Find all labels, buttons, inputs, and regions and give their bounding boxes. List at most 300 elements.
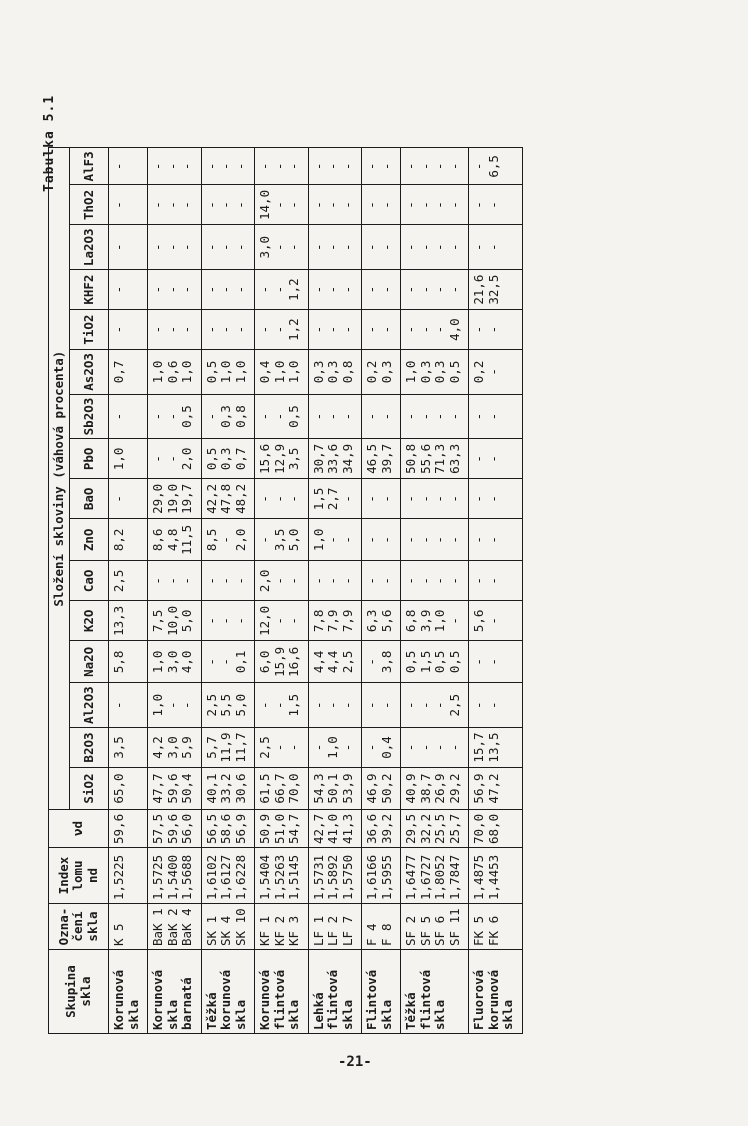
- oxide-value: [255, 394, 309, 439]
- page-number: -21-: [338, 1054, 372, 1070]
- cell-line: -: [232, 162, 248, 171]
- cell-line: SF 2: [403, 915, 418, 946]
- cell-line: -: [164, 455, 180, 463]
- cell-line: 3,9: [417, 609, 433, 633]
- cell-line: -: [403, 243, 418, 252]
- cell-line: 11,9: [218, 732, 233, 763]
- cell-line: 50,8: [403, 443, 418, 474]
- cell-line: -: [179, 243, 194, 252]
- cell-line: -: [218, 201, 233, 209]
- cell-line: 59,6: [164, 813, 180, 844]
- cell-line: 32,2: [417, 813, 433, 844]
- cell-line: 47,8: [218, 483, 233, 514]
- group-header: [49, 950, 109, 1034]
- cell-line: KF 2: [271, 915, 287, 946]
- cell-line: -: [203, 243, 219, 252]
- cell-line: -: [111, 325, 126, 334]
- cell-line: -: [310, 243, 326, 252]
- cell-line: 1,5725: [150, 854, 165, 900]
- cell-line: Flintová: [364, 969, 379, 1030]
- cell-line: -: [179, 577, 194, 585]
- oxide-header: ZnO: [70, 519, 109, 561]
- oxide-value: [201, 310, 255, 350]
- cell-line: 3,5: [286, 447, 301, 471]
- cell-line: -: [150, 243, 165, 252]
- cell-line: -: [150, 455, 165, 463]
- cell-line: -: [218, 285, 233, 294]
- cell-line: -: [164, 162, 180, 171]
- abbe-number: [308, 810, 362, 848]
- cell-line: -: [446, 412, 462, 421]
- cell-line: 3,5: [271, 528, 287, 552]
- cell-line: -: [111, 243, 126, 252]
- oxide-value: [401, 728, 469, 768]
- cell-line: Těžká: [203, 992, 219, 1030]
- cell-line: -: [271, 495, 287, 503]
- cell-line: -: [310, 201, 326, 209]
- oxide-value: [469, 601, 523, 641]
- cell-line: 1,6127: [218, 854, 233, 900]
- cell-line: flintová: [325, 969, 340, 1030]
- cell-line: 65,0: [111, 773, 126, 804]
- oxide-value: [469, 561, 523, 601]
- cell-line: -: [218, 617, 233, 625]
- cell-line: 48,2: [232, 483, 248, 514]
- cell-line: 2,0: [257, 569, 272, 593]
- oxide-value: [109, 519, 148, 561]
- cell-line: 1,5688: [179, 854, 194, 900]
- oxide-value: [362, 270, 401, 310]
- cell-line: 1,6102: [203, 854, 219, 900]
- cell-line: -: [432, 577, 447, 585]
- group-name: [148, 950, 202, 1034]
- oxide-header: Na2O: [70, 641, 109, 683]
- cell-line: 41,0: [325, 813, 340, 844]
- cell-line: -: [432, 536, 447, 544]
- oxide-header: KHF2: [70, 270, 109, 310]
- cell-line: -: [378, 243, 394, 252]
- group-name: [469, 950, 523, 1034]
- cell-line: 6,0: [257, 650, 272, 674]
- oxide-value: [201, 683, 255, 728]
- cell-line: -: [339, 536, 355, 544]
- oxide-value: [401, 148, 469, 185]
- cell-line: 12,0: [257, 605, 272, 636]
- cell-line: -: [471, 412, 486, 421]
- cell-line: 0,7: [111, 360, 126, 384]
- cell-line: -: [257, 162, 272, 171]
- cell-line: -: [150, 285, 165, 294]
- oxide-header: PbO: [70, 439, 109, 479]
- cell-line: -: [150, 412, 165, 421]
- cell-line: 6,8: [403, 609, 418, 633]
- cell-line: -: [364, 701, 379, 709]
- oxide-value: [148, 728, 202, 768]
- oxide-value: [401, 683, 469, 728]
- oxide-value: [362, 148, 401, 185]
- oxide-header: CaO: [70, 561, 109, 601]
- abbe-number: [148, 810, 202, 848]
- cell-line: -: [218, 325, 233, 334]
- cell-line: 0,7: [232, 447, 248, 471]
- cell-line: 2,5: [339, 650, 355, 674]
- cell-line: -: [257, 495, 272, 503]
- oxide-value: [109, 641, 148, 683]
- cell-line: -: [310, 412, 326, 421]
- cell-line: -: [286, 743, 301, 752]
- cell-line: 1,0: [325, 736, 340, 759]
- header-line: Skupina: [63, 965, 78, 1018]
- cell-line: 1,5400: [164, 854, 180, 900]
- cell-line: 71,3: [432, 443, 447, 474]
- oxide-value: [148, 225, 202, 270]
- oxide-value: [201, 148, 255, 185]
- cell-line: -: [111, 162, 126, 171]
- cell-line: 1,5: [417, 650, 433, 674]
- oxide-value: [469, 310, 523, 350]
- cell-line: -: [257, 325, 272, 334]
- oxide-value: [401, 519, 469, 561]
- oxide-value: [362, 768, 401, 810]
- cell-line: 63,3: [446, 443, 462, 474]
- cell-line: 1,6727: [417, 854, 433, 900]
- oxide-value: [255, 641, 309, 683]
- table-row: [255, 148, 309, 1034]
- cell-line: 57,5: [150, 813, 165, 844]
- cell-line: -: [271, 243, 287, 252]
- cell-line: -: [203, 162, 219, 171]
- cell-line: -: [417, 201, 433, 209]
- cell-line: 12,9: [271, 443, 287, 474]
- cell-line: -: [485, 455, 501, 463]
- table-row: [109, 148, 148, 1034]
- cell-line: 0,5: [446, 650, 462, 674]
- cell-line: -: [378, 201, 394, 209]
- cell-line: -: [286, 577, 301, 585]
- cell-line: 1,0: [218, 360, 233, 384]
- cell-line: 0,3: [310, 360, 326, 384]
- cell-line: -: [432, 701, 447, 709]
- oxide-value: [201, 270, 255, 310]
- cell-line: -: [364, 201, 379, 209]
- cell-line: -: [339, 577, 355, 585]
- header-line: lomu: [70, 860, 86, 891]
- oxide-value: [362, 479, 401, 519]
- cell-line: 19,7: [179, 483, 194, 514]
- cell-line: Fluorová: [471, 969, 486, 1030]
- cell-line: 1,5731: [310, 854, 326, 900]
- cell-line: -: [364, 325, 379, 334]
- cell-line: -: [179, 325, 194, 334]
- oxide-value: [148, 641, 202, 683]
- cell-line: 1,0: [286, 360, 301, 384]
- cell-line: barnatá: [179, 977, 194, 1030]
- cell-line: 0,4: [257, 360, 272, 384]
- cell-line: 6,3: [364, 609, 379, 633]
- cell-line: -: [232, 285, 248, 294]
- cell-line: 38,7: [417, 773, 433, 804]
- cell-line: 68,0: [485, 813, 501, 844]
- oxide-value: [148, 683, 202, 728]
- cell-line: 26,9: [432, 773, 447, 804]
- cell-line: 11,7: [232, 732, 248, 763]
- cell-line: -: [310, 701, 326, 709]
- oxide-value: [469, 683, 523, 728]
- cell-line: 8,5: [203, 528, 219, 552]
- cell-line: 53,9: [339, 773, 355, 804]
- cell-line: -: [203, 577, 219, 585]
- cell-line: 4,0: [179, 650, 194, 674]
- oxide-value: [401, 561, 469, 601]
- cell-line: flintová: [271, 969, 287, 1030]
- cell-line: -: [364, 412, 379, 421]
- oxide-header: Sb2O3: [70, 394, 109, 439]
- cell-line: -: [364, 495, 379, 503]
- oxide-value: [201, 350, 255, 395]
- cell-line: skla: [125, 999, 141, 1030]
- cell-line: 0,3: [218, 447, 233, 471]
- oxide-value: [148, 270, 202, 310]
- cell-line: 0,8: [339, 360, 355, 384]
- oxide-value: [201, 768, 255, 810]
- cell-line: 2,5: [111, 569, 126, 593]
- oxide-value: [401, 270, 469, 310]
- cell-line: F 4: [364, 923, 379, 946]
- refractive-index: [109, 848, 148, 904]
- cell-line: 40,1: [203, 773, 219, 804]
- oxide-header: B2O3: [70, 728, 109, 768]
- oxide-value: [362, 683, 401, 728]
- cell-line: -: [378, 536, 394, 544]
- cell-line: -: [403, 495, 418, 503]
- cell-line: -: [446, 243, 462, 252]
- oxide-value: [401, 185, 469, 225]
- group-name: [255, 950, 309, 1034]
- oxide-value: [109, 185, 148, 225]
- cell-line: -: [232, 617, 248, 625]
- oxide-value: [255, 683, 309, 728]
- oxide-value: [201, 561, 255, 601]
- cell-line: 50,2: [378, 773, 394, 804]
- cell-line: -: [325, 285, 340, 294]
- cell-line: -: [485, 577, 501, 585]
- cell-line: -: [339, 243, 355, 252]
- cell-line: -: [364, 577, 379, 585]
- cell-line: 50,4: [179, 773, 194, 804]
- cell-line: skla: [500, 999, 515, 1030]
- cell-line: -: [218, 577, 233, 585]
- oxide-value: [308, 479, 362, 519]
- cell-line: -: [325, 536, 340, 544]
- cell-line: -: [164, 285, 180, 294]
- oxide-value: [308, 270, 362, 310]
- cell-line: 1,5: [310, 487, 326, 511]
- cell-line: -: [432, 243, 447, 252]
- cell-line: -: [446, 495, 462, 503]
- cell-line: 55,6: [417, 443, 433, 474]
- cell-line: -: [403, 536, 418, 544]
- cell-line: -: [164, 243, 180, 252]
- cell-line: 5,8: [111, 650, 126, 674]
- cell-line: -: [286, 617, 301, 625]
- abbe-number: [362, 810, 401, 848]
- cell-line: skla: [232, 999, 248, 1030]
- cell-line: 0,5: [286, 405, 301, 428]
- cell-line: KF 3: [286, 915, 301, 946]
- oxide-value: [255, 439, 309, 479]
- cell-line: -: [271, 701, 287, 709]
- cell-line: 1,6477: [403, 854, 418, 900]
- oxide-value: [109, 683, 148, 728]
- cell-line: 6,5: [485, 155, 501, 178]
- oxide-value: [148, 148, 202, 185]
- cell-line: LF 2: [325, 915, 340, 946]
- oxide-value: [308, 561, 362, 601]
- cell-line: 50,9: [257, 813, 272, 844]
- cell-line: 0,5: [203, 447, 219, 471]
- oxide-value: [109, 225, 148, 270]
- cell-line: Lehká: [310, 992, 326, 1030]
- cell-line: -: [446, 536, 462, 544]
- cell-line: -: [111, 285, 126, 294]
- cell-line: 2,0: [179, 447, 194, 471]
- cell-line: skla: [432, 999, 447, 1030]
- refractive-index: [308, 848, 362, 904]
- composition-caption: Složení skloviny (váhová procenta): [49, 148, 70, 810]
- cell-line: -: [485, 325, 501, 334]
- oxide-value: [148, 601, 202, 641]
- cell-line: -: [325, 162, 340, 171]
- cell-line: -: [310, 285, 326, 294]
- cell-line: -: [417, 495, 433, 503]
- cell-line: 56,9: [232, 813, 248, 844]
- abbe-number: [201, 810, 255, 848]
- cell-line: 34,9: [339, 443, 355, 474]
- oxide-value: [469, 519, 523, 561]
- cell-line: 5,0: [179, 609, 194, 633]
- cell-line: -: [403, 412, 418, 421]
- cell-line: -: [364, 658, 379, 666]
- cell-line: skla: [164, 999, 180, 1030]
- cell-line: F 8: [378, 923, 394, 946]
- table-row: [308, 148, 362, 1034]
- oxide-value: [109, 479, 148, 519]
- cell-line: 5,5: [218, 693, 233, 717]
- cell-line: -: [271, 577, 287, 585]
- table-label: Tabulka 5.1: [42, 94, 57, 192]
- cell-line: -: [325, 201, 340, 209]
- cell-line: -: [403, 285, 418, 294]
- cell-line: -: [432, 495, 447, 503]
- cell-line: 47,7: [150, 773, 165, 804]
- cell-line: -: [203, 285, 219, 294]
- glass-code: [201, 904, 255, 950]
- glass-code: [469, 904, 523, 950]
- cell-line: -: [417, 577, 433, 585]
- table-row: [469, 148, 523, 1034]
- cell-line: 0,5: [203, 360, 219, 384]
- cell-line: BaK 1: [150, 908, 165, 946]
- cell-line: -: [403, 325, 418, 334]
- oxide-value: [148, 310, 202, 350]
- oxide-value: [109, 439, 148, 479]
- cell-line: -: [485, 243, 501, 252]
- cell-line: 1,5225: [111, 854, 126, 900]
- oxide-value: [255, 479, 309, 519]
- cell-line: 7,8: [310, 609, 326, 633]
- cell-line: 1,0: [432, 609, 447, 633]
- refractive-index: [401, 848, 469, 904]
- cell-line: 0,5: [179, 405, 194, 428]
- oxide-header: BaO: [70, 479, 109, 519]
- cell-line: 0,3: [417, 360, 433, 384]
- cell-line: -: [471, 243, 486, 252]
- abbe-number: [401, 810, 469, 848]
- cell-line: 39,2: [378, 813, 394, 844]
- cell-line: 2,0: [232, 528, 248, 552]
- refractive-index: [201, 848, 255, 904]
- group-name: [308, 950, 362, 1034]
- oxide-value: [255, 148, 309, 185]
- header-line: skla: [77, 976, 93, 1007]
- cell-line: -: [417, 162, 433, 171]
- cell-line: -: [203, 658, 219, 666]
- cell-line: -: [232, 243, 248, 252]
- cell-line: -: [471, 201, 486, 209]
- cell-line: 11,5: [179, 524, 194, 555]
- cell-line: -: [232, 325, 248, 334]
- cell-line: 8,2: [111, 528, 126, 552]
- cell-line: SF 6: [432, 915, 447, 946]
- cell-line: 7,5: [150, 609, 165, 633]
- oxide-header: ThO2: [70, 185, 109, 225]
- glass-code: [308, 904, 362, 950]
- cell-line: 1,0: [310, 528, 326, 552]
- cell-line: 0,1: [232, 650, 248, 674]
- cell-line: 15,7: [471, 732, 486, 763]
- oxide-header: K2O: [70, 601, 109, 641]
- cell-line: -: [179, 285, 194, 294]
- cell-line: 61,5: [257, 773, 272, 804]
- cell-line: -: [286, 495, 301, 503]
- cell-line: -: [150, 201, 165, 209]
- cell-line: -: [111, 412, 126, 421]
- cell-line: -: [150, 325, 165, 334]
- cell-line: 30,6: [232, 773, 248, 804]
- cell-line: -: [364, 243, 379, 252]
- oxide-value: [401, 768, 469, 810]
- cell-line: -: [339, 285, 355, 294]
- glass-code: [148, 904, 202, 950]
- cell-line: 0,2: [364, 360, 379, 384]
- index-header: [49, 848, 109, 904]
- cell-line: 1,5892: [325, 854, 340, 900]
- cell-line: 1,4875: [471, 854, 486, 900]
- cell-line: 16,6: [286, 646, 301, 677]
- oxide-value: [308, 519, 362, 561]
- cell-line: 0,3: [325, 360, 340, 384]
- cell-line: 1,0: [150, 693, 165, 717]
- cell-line: -: [218, 536, 233, 544]
- header-line: Index: [55, 856, 71, 895]
- cell-line: 1,0: [232, 360, 248, 384]
- oxide-header: AlF3: [70, 148, 109, 185]
- cell-line: -: [432, 743, 447, 752]
- header-line: čení: [70, 911, 86, 942]
- cell-line: -: [485, 201, 501, 209]
- oxide-value: [308, 439, 362, 479]
- oxide-value: [362, 394, 401, 439]
